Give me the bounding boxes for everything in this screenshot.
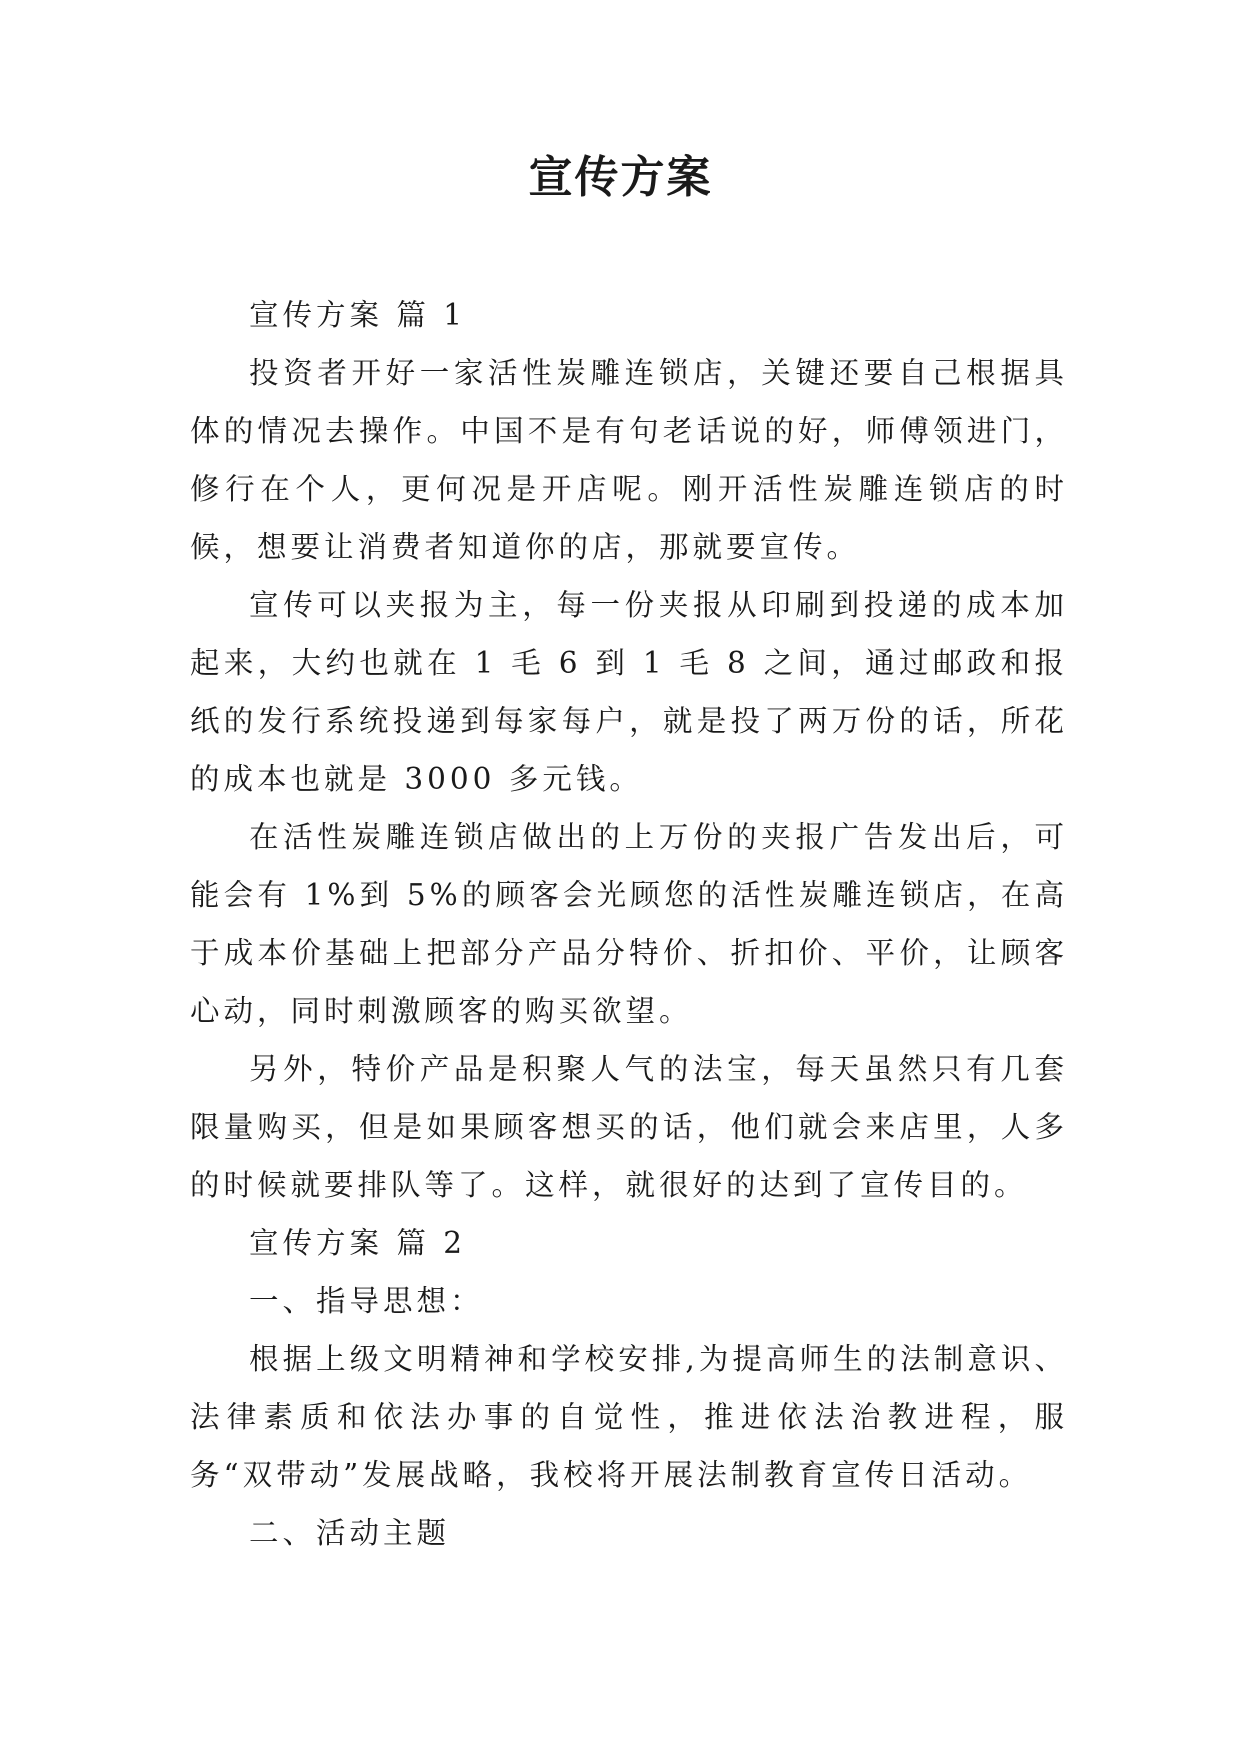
paragraph: 根据上级文明精神和学校安排,为提高师生的法制意识、法律素质和依法办事的自觉性，推进依法治教进程，服务“双带动”发展战略，我校将开展法制教育宣传日活动。 bbox=[190, 1342, 1068, 1492]
document-body bbox=[190, 286, 1068, 1562]
document-title: 宣传方案 bbox=[528, 152, 713, 203]
subheading-activity-theme: 二、活动主题 bbox=[249, 1516, 451, 1550]
paragraph: 投资者开好一家活性炭雕连锁店，关键还要自己根据具体的情况去操作。中国不是有句老话说的好，师傅领进门，修行在个人，更何况是开店呢。刚开活性炭雕连锁店的时候，想要让消费者知道你的店，那就要宣传。 bbox=[190, 356, 1068, 564]
paragraph: 另外，特价产品是积聚人气的法宝，每天虽然只有几套限量购买，但是如果顾客想买的话，他们就会来店里，人多的时候就要排队等了。这样，就很好的达到了宣传目的。 bbox=[190, 1052, 1068, 1202]
section-heading-1: 宣传方案 篇 1 bbox=[249, 298, 467, 332]
subheading-guiding-ideology: 一、指导思想： bbox=[249, 1284, 484, 1318]
paragraph: 在活性炭雕连锁店做出的上万份的夹报广告发出后，可能会有 1%到 5%的顾客会光顾您的活性炭雕连锁店，在高于成本价基础上把部分产品分特价、折扣价、平价，让顾客心动，同时刺激顾客的购买欲望。 bbox=[190, 820, 1068, 1028]
paragraph: 宣传可以夹报为主，每一份夹报从印刷到投递的成本加起来，大约也就在 1 毛 6 到 1 毛 8 之间，通过邮政和报纸的发行系统投递到每家每户，就是投了两万份的话，所花的成本也就是 3000 多元钱。 bbox=[190, 588, 1068, 796]
section-heading-2: 宣传方案 篇 2 bbox=[249, 1226, 467, 1260]
